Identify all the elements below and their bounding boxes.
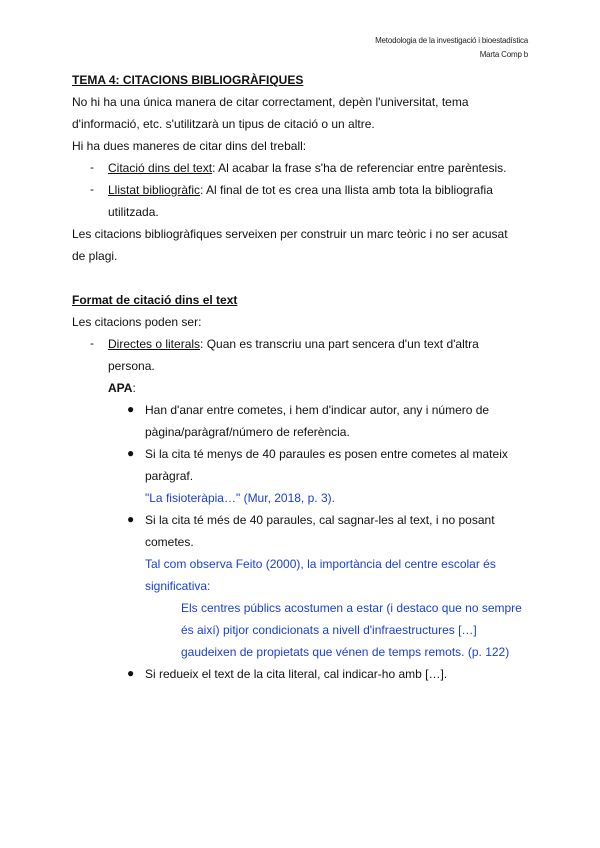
paragraph-line: d'informació, etc. s'utilitzarà un tipus de citació o un altre. bbox=[72, 117, 375, 131]
dash-marker: - bbox=[90, 160, 94, 174]
bullet-item: Si redueix el text de la cita literal, cal indicar-ho amb […]. bbox=[145, 667, 448, 681]
bullet-item-continuation: paràgraf. bbox=[145, 469, 194, 483]
citation-example: significativa: bbox=[145, 579, 211, 593]
subsection-title: Format de citació dins el text bbox=[72, 293, 238, 307]
list-item-term: Directes o literals bbox=[108, 337, 201, 351]
citation-example: "La fisioteràpia…" (Mur, 2018, p. 3). bbox=[145, 491, 335, 505]
list-item-term: Llistat bibliogràfic bbox=[108, 183, 201, 197]
block-quote-line: Els centres públics acostumen a estar (i destaco que no sempre bbox=[181, 601, 522, 615]
bullet-icon: ● bbox=[127, 666, 135, 680]
list-item bbox=[108, 182, 493, 198]
bullet-item: Si la cita té més de 40 paraules, cal sagnar-les al text, i no posant bbox=[145, 513, 495, 527]
list-item-text: : Al acabar la frase s'ha de referenciar entre parèntesis. bbox=[212, 161, 507, 175]
list-item-text: : Al final de tot es crea una llista amb tota la bibliografia bbox=[200, 183, 493, 197]
bullet-item: Si la cita té menys de 40 paraules es posen entre cometes al mateix bbox=[145, 447, 508, 461]
bullet-icon: ● bbox=[127, 446, 135, 460]
paragraph-line: de plagi. bbox=[72, 249, 118, 263]
paragraph-line: Les citacions bibliogràfiques serveixen per construir un marc teòric i no ser acusat bbox=[72, 227, 508, 241]
list-item bbox=[108, 160, 507, 176]
header-author: Marta Comp b bbox=[479, 50, 528, 59]
list-item-continuation: utilitzada. bbox=[108, 205, 159, 219]
bullet-icon: ● bbox=[127, 402, 135, 416]
bullet-item-continuation: cometes. bbox=[145, 535, 194, 549]
bullet-icon: ● bbox=[127, 512, 135, 526]
block-quote-line: gaudeixen de propietats que vénen de temps remots. (p. 122) bbox=[181, 645, 510, 659]
bullet-item-continuation: pàgina/paràgraf/número de referència. bbox=[145, 425, 350, 439]
bullet-item: Han d'anar entre cometes, i hem d'indicar autor, any i número de bbox=[145, 403, 490, 417]
list-item-text: : Quan es transcriu una part sencera d'un text d'altra bbox=[200, 337, 479, 351]
dash-marker: - bbox=[90, 336, 94, 350]
list-item-continuation: persona. bbox=[108, 359, 155, 373]
list-item bbox=[108, 336, 479, 352]
header-course: Metodologia de la investigació i bioestadística bbox=[375, 36, 528, 45]
citation-example: Tal com observa Feito (2000), la importància del centre escolar és bbox=[145, 557, 496, 571]
paragraph-line: No hi ha una única manera de citar correctament, depèn l'universitat, tema bbox=[72, 95, 469, 109]
apa-label-colon: : bbox=[132, 381, 136, 395]
apa-label bbox=[108, 380, 136, 396]
apa-label-text: APA bbox=[108, 381, 133, 395]
section-title: TEMA 4: CITACIONS BIBLIOGRÀFIQUES bbox=[72, 73, 304, 87]
block-quote-line: és així) pitjor condicionats a nivell d'infraestructures […] bbox=[181, 623, 477, 637]
paragraph-line: Les citacions poden ser: bbox=[72, 315, 202, 329]
dash-marker: - bbox=[90, 182, 94, 196]
paragraph-line: Hi ha dues maneres de citar dins del treball: bbox=[72, 139, 307, 153]
list-item-term: Citació dins del text bbox=[108, 161, 213, 175]
